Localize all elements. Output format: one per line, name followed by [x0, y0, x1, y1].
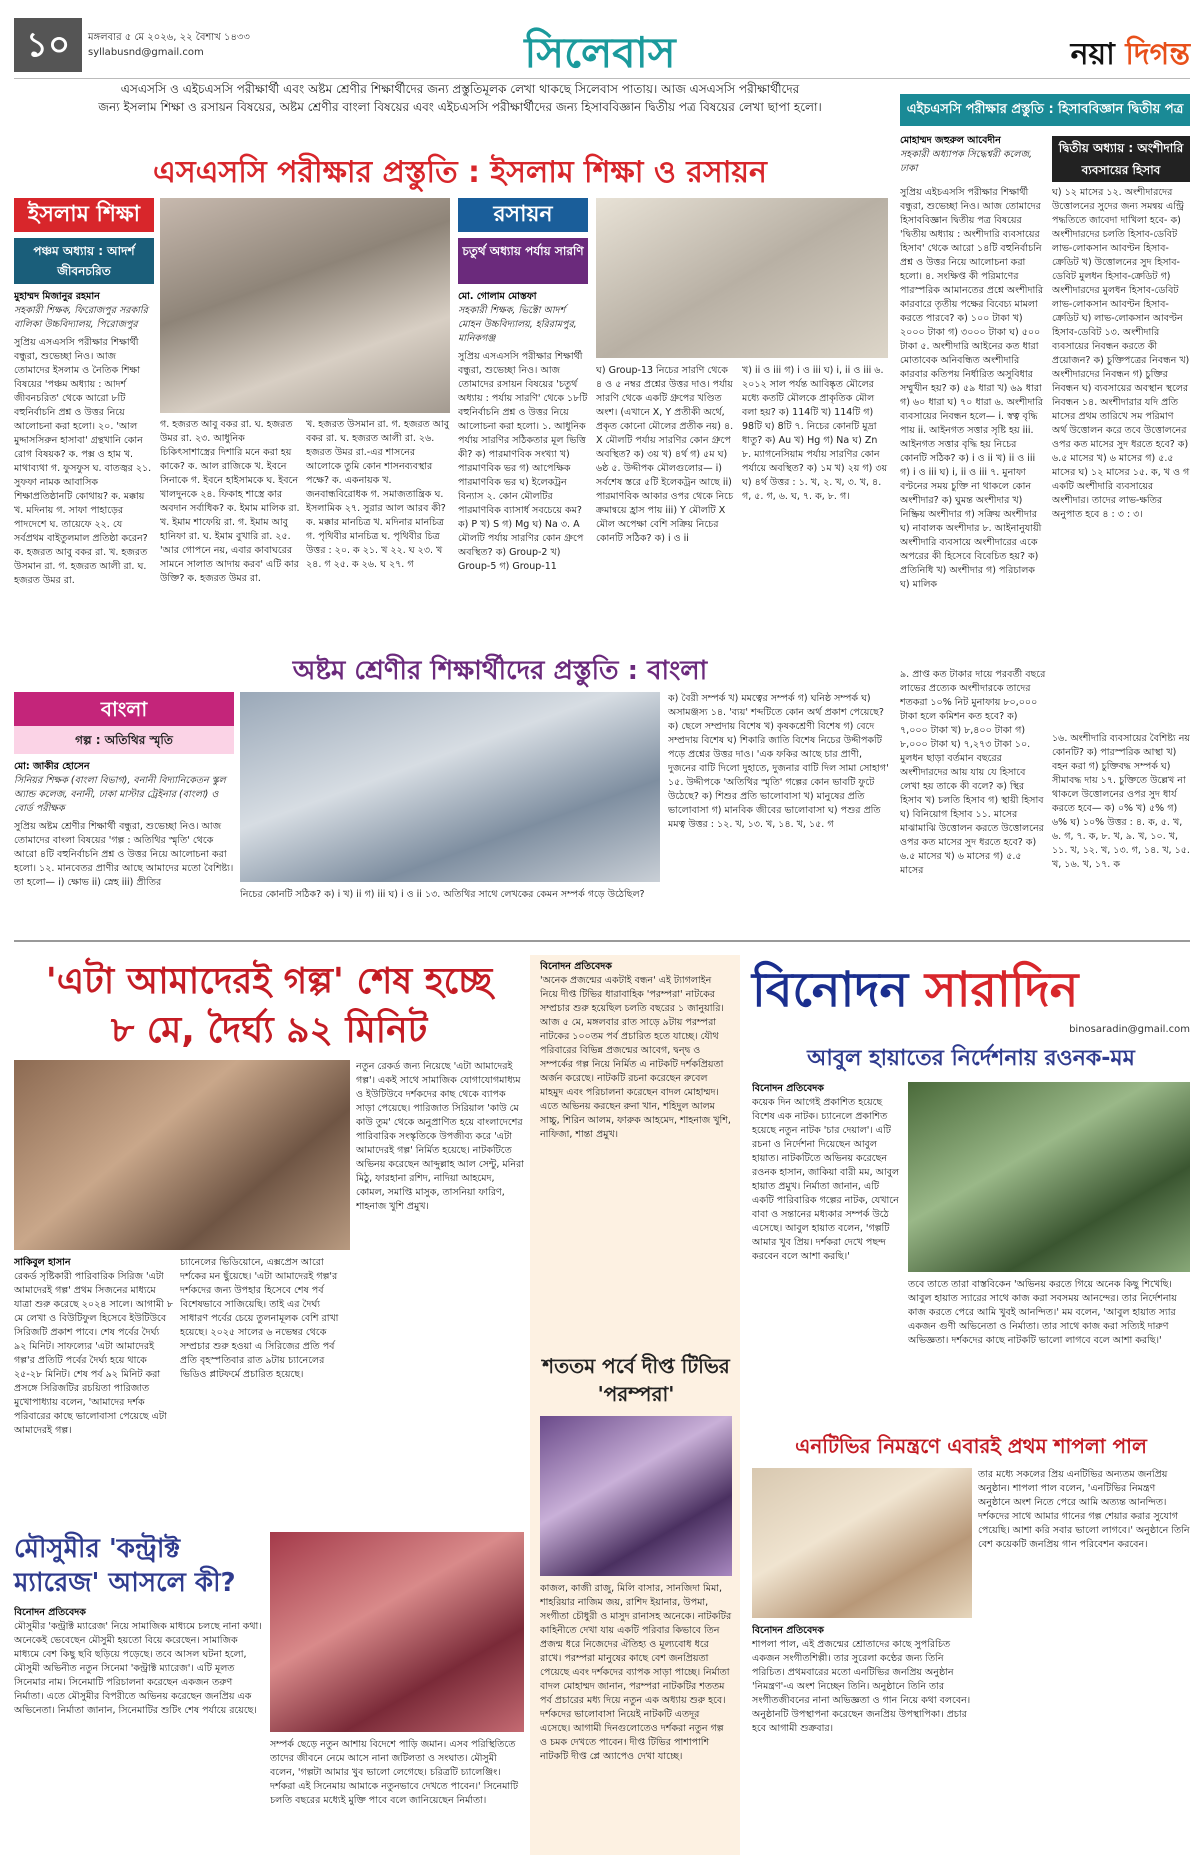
story1-column-2: তবে তাতে তারা বাস্তবিকেন 'অভিনয় করতে গিয়ে অনেক কিছু শিখেছি। আবুল হায়াত স্যারের সাথে কাজ করা সবসময় আনন্দের। তার নির্দেশনায় কাজ করতে পেরে আমি খুবই আনন্দিত।' মম বলেন, 'আবুল হায়াত স্যার একজন গুণী অভিনেতা ও নির্মাতা। তার সাথে কাজ করা সত্যিই দারুণ অভিজ্ঞতা। দর্শকদের কাছে নাটকটি ভালো লাগবে বলে আশা করছি।'	[908, 1279, 1177, 1346]
student-writing-photo	[596, 198, 888, 358]
class8-column-1	[14, 760, 234, 930]
chem-column-2: ঘ) Group-13 নিচের সারণি থেকে ৪ ও ৫ নম্বর প্রশ্নের উত্তর দাও। পর্যায় সারণি থেকে একটি গ্রুপের খণ্ডিত অংশ। (এখানে X, Y প্রতীকী অর্থে, প্রকৃত কোনো মৌলের প্রতীক নয়) ৪. X মৌলটি পর্যায় সারণির কোন গ্রুপে অবস্থিত? ক) ৩য় খ) ৪র্থ গ) ৫ম ঘ) ৬ষ্ঠ ৫. উদ্দীপক মৌলগুলোর— i) সর্বশেষ স্তরে ৫টি ইলেকট্রন আছে ii) পারমাণবিক আকার ওপর থেকে নিচে ক্রমান্বয়ে হ্রাস পায় iii) Y মৌলটি X মৌল অপেক্ষা বেশি সক্রিয় নিচের কোনটি সঠিক? ক) i ও ii	[596, 365, 734, 544]
chem-author: মো. গোলাম মোস্তফা	[458, 291, 537, 302]
chem-column-1	[458, 290, 588, 638]
story1-headline: আবুল হায়াতের নির্দেশনায় রওনক-মম	[807, 1046, 1135, 1071]
section-divider	[14, 940, 1190, 942]
islam-column-2: গ. হজরত আবু বকর রা. ঘ. হজরত উমর রা. ২৩. আধুনিক চিকিৎসাশাস্ত্রের দিশারি মনে করা হয় কাকে? ক. আল রাজিকে খ. ইবনে সিনাকে গ. ইবনে হাইসামকে ঘ. ইবনে খালদুনকে ২৪. ফিকাহ শাস্ত্রে কার অবদান সর্বাধিক? ক. ইমাম মালিক রা. খ. ইমাম শাফেয়ি রা. গ. ইমাম আবু হানিফা রা. ঘ. ইমাম বুখারি রা. ২৫. 'আর গোপনে নয়, এবার কাবাঘরের সামনে সালাত আদায় করব' এটি কার উক্তি? ক. হজরত উমর রা.	[160, 419, 300, 584]
film-scene-photo	[14, 1060, 350, 1250]
class8-text: সুপ্রিয় অষ্টম শ্রেণীর শিক্ষার্থী বন্ধুরা, শুভেচ্ছা নিও। আজ তোমাদের বাংলা বিষয়ের 'গল্প : অতিথির স্মৃতি' থেকে আরো ৪টি বহুনির্বাচনি প্রশ্ন ও উত্তর নিয়ে আলোচনা করা হলো। ১২. মানবেতর প্রাণীর আছে আমাদের মতো বৈশিষ্ট্য। তা হলো— i) ক্ষোভ ii) স্নেহ iii) প্রীতির	[14, 821, 234, 888]
hsc-chapter: দ্বিতীয় অধ্যায় : অংশীদারি ব্যবসায়ের হিসাব	[1052, 136, 1190, 182]
binodon-title	[752, 960, 1190, 1020]
story2-text: শাপলা পাল, এই প্রজন্মের শ্রোতাদের কাছে সুপরিচিত একজন সংগীতশিল্পী। তার সুরেলা কণ্ঠের জন্য তিনি পরিচিত। প্রথমবারের মতো এনটিভির জনপ্রিয় অনুষ্ঠান 'নিমন্ত্রণ'-এ অংশ নিচ্ছেন তিনি। অনুষ্ঠানে তিনি তার সংগীতজীবনের নানা অভিজ্ঞতা ও গান নিয়ে কথা বলবেন। অনুষ্ঠানটি উপস্থাপনা করেছেন জনপ্রিয় উপস্থাপিকা। প্রচার হবে আগামী শুক্রবার।	[752, 1639, 971, 1734]
hsc-author-block	[900, 134, 1046, 184]
film-headline-1: 'এটা আমাদেরই গল্প' শেষ হচ্ছে	[45, 961, 493, 1002]
class8-chapter: গল্প : অতিথির স্মৃতি	[14, 726, 234, 754]
moushumi-photo	[270, 1532, 524, 1732]
story2-byline: বিনোদন প্রতিবেদক	[752, 1625, 824, 1636]
islam-author-desc: সহকারী শিক্ষক, ফিরোজপুর সরকারি বালিকা উচ্চবিদ্যালয়, পিরোজপুর	[14, 305, 148, 330]
binodon-email: binosaradin@gmail.com	[1069, 1024, 1190, 1035]
class8-label: বাংলা	[14, 692, 234, 726]
paper-name-a: নয়া	[1070, 37, 1126, 72]
story2-headline: এনটিভির নিমন্ত্রণে এবারই প্রথম শাপলা পাল	[795, 1434, 1147, 1458]
binodon-title-a: বিনোদন	[752, 962, 925, 1018]
class8-column-3: ক) বৈরী সম্পর্ক খ) মমত্বের সম্পর্ক গ) ঘনিষ্ঠ সম্পর্ক ঘ) অসামঞ্জস্য ১৪. 'ব্যয়' শব্দটিতে কোন অর্থ প্রকাশ পেয়েছে? ক) ছেলে সম্প্রদায় বিশেষ খ) কৃষকশ্রেণী বিশেষ গ) বেদে সম্প্রদায় বিশেষ ঘ) শিকারি জাতি বিশেষ নিচের উদ্দীপকটি পড়ে প্রশ্নের উত্তর দাও। 'এক ফকির আছে চার প্রাণী, দুজনের বাটি দিলো দুহাতে, দুজনার বাটি দিল সামা সোহাগ' ১৫. উদ্দীপকে 'অতিথির স্মৃতি' গল্পের কোন ভাবটি ফুটে উঠেছে? ক) শিশুর প্রতি ভালোবাসা খ) মানুষের প্রতি ভালোবাসা গ) মানবিক জীবের ভালোবাসা ঘ) পশুর প্রতি মমত্ব উত্তর : ১২. খ, ১৩. খ, ১৪. খ, ১৫. গ	[668, 693, 889, 830]
class8-heading: অষ্টম শ্রেণীর শিক্ষার্থীদের প্রস্তুতি : বাংলা	[292, 656, 708, 686]
story2-column-2: তার মধ্যে সকলের প্রিয় এনটিভির অন্যতম জনপ্রিয় অনুষ্ঠান। শাপলা পাল বলেন, 'এনটিভির নিমন্ত্রণ অনুষ্ঠানে অংশ নিতে পেরে আমি অত্যন্ত আনন্দিত। দর্শকদের সাথে আমার গানের গল্প শেয়ার করার সুযোগ পেয়েছি। আশা করি সবার ভালো লাগবে।' অনুষ্ঠানে তিনি বেশ কয়েকটি জনপ্রিয় গান পরিবেশন করবেন।	[978, 1469, 1190, 1550]
hsc-column-4: ১৬. অংশীদারি ব্যবসায়ের বৈশিষ্ট্য নয় কোনটি? ক) পারস্পরিক আস্থা খ) বহন করা গ) চুক্তিবদ্ধ সম্পর্ক ঘ) সীমাবদ্ধ দায় ১৭. চুক্তিতে উল্লেখ না থাকলে উত্তোলনের ওপর সুদ ধার্য করতে হবে— ক) ০% খ) ৫% গ) ৬% ঘ) ১০% উত্তর : ৪. ক, ৫. খ, ৬. গ, ৭. ক, ৮. খ, ৯. খ, ১০. খ, ১১. খ, ১২. খ, ১৩. গ, ১৪. খ, ১৫. খ, ১৬. খ, ১৭. ক	[1052, 733, 1190, 870]
film-column-1	[14, 1256, 174, 1526]
islam-column-3: খ. হজরত উসমান রা. গ. হজরত আবু বকর রা. ঘ. হজরত আলী রা. ২৬. হজরত উমর রা.-এর শাসনের আলোকে তুমি কোন শাসনব্যবস্থার পক্ষে? ক. একনায়ক খ. জনবান্ধবিরোধক গ. সমাজতান্ত্রিক ঘ. ইসলামিক ২৭. সুরার আল আরব কী? ক. মক্কার মানচিত্র খ. মদিনার মানচিত্র গ. পৃথিবীর মানচিত্র ঘ. পৃথিবীর চিত্র উত্তর : ২০. ক ২১. খ ২২. ঘ ২৩. খ ২৪. গ ২৫. ক ২৬. ঘ ২৭. গ	[306, 419, 450, 570]
islam-label: ইসলাম শিক্ষা	[14, 198, 154, 232]
section-title: সিলেবাস	[524, 28, 676, 77]
moushumi-byline: বিনোদন প্রতিবেদক	[14, 1607, 86, 1618]
film-column-3: নতুন রেকর্ড জন্য নিয়েছে 'এটা আমাদেরই গল্প'। একই সাথে সামাজিক যোগাযোগমাধ্যম ও ইউটিউবে দর্শকদের কাছ থেকে ব্যাপক সাড়া পেয়েছে। পারিজাত সিরিয়াল 'কাউ মে কাউ তুম' থেকে অনুপ্রাণিত হয়ে বাংলাদেশের পারিবারিক সংস্কৃতিকে উপজীব্য করে 'এটা আমাদেরই গল্প' নির্মিত হয়েছে। নাটকটিতে অভিনয় করেছেন আব্দুল্লাহ আল সেন্টু, মনিরা মিঠু, ফারহানা রশিদ, নাদিয়া আহমেদ, কোমল, সমাপ্তি মাসুক, তাসনিয়া ফারিণ, শাহনাজ খুশি প্রমুখ।	[356, 1061, 524, 1212]
chem-column-3: খ) ii ও iii গ) i ও iii ঘ) i, ii ও iii ৬. ২০১২ সাল পর্যন্ত আবিষ্কৃত মৌলের মধ্যে কতটি মৌলকে প্রাকৃতিক মৌল বলা হয়? ক) 114টি খ) 114টি গ) 98টি ঘ) 8টি ৭. নিচের কোনটি মুদ্রা ধাতু? ক) Au খ) Hg গ) Na ঘ) Zn ৮. ম্যাগনেসিয়াম পর্যায় সারণির কোন পর্যায়ে অবস্থিত? ক) ১ম খ) ২য় গ) ৩য় ঘ) ৪র্থ উত্তর : ১. খ, ২. খ, ৩. খ, ৪. গ, ৫. গ, ৬. ঘ, ৭. ক, ৮. গ।	[742, 365, 888, 502]
islam-chapter: পঞ্চম অধ্যায় : আদর্শ জীবনচরিত	[14, 238, 154, 284]
section-email: syllabusnd@gmail.com	[88, 47, 204, 58]
binodon-title-b: সারাদিন	[924, 962, 1079, 1018]
film-headline-2: ৮ মে, দৈর্ঘ্য ৯২ মিনিট	[110, 1010, 428, 1051]
paper-name-b: দিগন্ত	[1125, 37, 1190, 72]
shapla-pal-photo	[752, 1468, 972, 1618]
moushumi-text: মৌসুমীর 'কন্ট্রাক্ট ম্যারেজ' নিয়ে সামাজিক মাধ্যমে চলছে নানা কথা। অনেকেই ভেবেছেন মৌসুমী হয়তো বিয়ে করেছেন। সামাজিক মাধ্যমে বেশ কিছু ছবি ছড়িয়ে পড়েছে। তবে আসল ঘটনা হলো, মৌসুমী অভিনীত নতুন সিনেমা 'কন্ট্রাক্ট ম্যারেজ'। এটি মূলত সিনেমার নাম। সিনেমাটি পরিচালনা করেছেন একজন তরুণ নির্মাতা। এতে মৌসুমীর বিপরীতে অভিনয় করেছেন জনপ্রিয় এক অভিনেতা। নির্মাতা জানান, সিনেমাটির শুটিং শেষ পর্যায়ে রয়েছে।	[14, 1621, 262, 1716]
chem-label: রসায়ন	[458, 198, 588, 232]
hsc-author: মোহাম্মদ জহুরুল আবেদীন	[900, 135, 1001, 146]
issue-date: মঙ্গলবার ৫ মে ২০২৬, ২২ বৈশাখ ১৪৩৩	[88, 32, 250, 43]
story1-photo	[908, 1082, 1190, 1272]
newspaper-logo	[1000, 30, 1190, 81]
paramparar-byline: বিনোদন প্রতিবেদক	[540, 961, 612, 972]
hsc-column-3: ঘ) ১২ মাসের ১২. অংশীদারদের উত্তোলনের সুদের জন্য সমন্বয় এন্ট্রি পদ্ধতিতে জাবেদা দাখিলা হবে- ক) অংশীদারদের চলতি হিসাব-ডেবিট লাভ-লোকসান আবণ্টন হিসাব-ক্রেডিট খ) উত্তোলনের সুদ হিসাব-ডেবিট মুলধন হিসাব-ক্রেডিট গ) অংশীদারদের মুলধন হিসাব-ডেবিট লাভ-লোকসান আবণ্টন হিসাব-ক্রেডিট ঘ) লাভ-লোকসান আবণ্টন হিসাব-ডেবিট ১৩. অংশীদারি ব্যবসায়ের নিবন্ধন করতে কী প্রয়োজন? ক) চুক্তিপত্রের নিবন্ধন খ) অংশীদারদের নিবন্ধন গ) চুক্তির নিবন্ধন ঘ) ব্যবসায়ের অবস্থান স্থলের নিবন্ধন ১৪. অংশীদারার যদি প্রতি মাসের প্রথম তারিখে সম পরিমাণ অর্থ উত্তোলন করে তবে উত্তোলনের ওপর কত মাসের সুদ ধরতে হবে? ক) ৬.৫ মাসের খ) ৬ মাসের গ) ৫.৫ মাসের ঘ) ১২ মাসের ১৫. ক, খ ও গ একটি অংশীদারি ব্যবসায়ের অংশীদার। তাদের লাভ-ক্ষতির অনুপাত হবে ৪ : ৩ : ৩।	[1052, 187, 1190, 520]
hsc-column-1: সুপ্রিয় এইচএসসি পরীক্ষার শিক্ষার্থী বন্ধুরা, শুভেচ্ছা নিও। আজ তোমাদের হিসাববিজ্ঞান দ্বিতীয় পত্র বিষয়ের 'দ্বিতীয় অধ্যায় : অংশীদারি ব্যবসায়ের হিসাব' থেকে আরো ১৪টি বহুনির্বাচনি প্রশ্ন ও উত্তর নিয়ে আলোচনা করা হলো। ৪. সংক্ষিপ্ত কী পরিমাণের পারস্পরিক আমানতের প্রশ্নে অংশীদারি কারবারে তৃতীয় পক্ষের বিবেচ্য মামলা করতে পারবে? ক) ১০০ টাকা খ) ২০০০ টাকা গ) ৩০০০ টাকা ঘ) ৫০০ টাকা ৫. অংশীদারি আইনের কত ধারা মোতাবেক অনিবন্ধিত অংশীদারি কারবার কতিপয় নির্ধারিত অসুবিধার সম্মুখীন হয়? ক) ৫৯ ধারা খ) ৬৯ ধারা গ) ৬০ ধারা ঘ) ৭০ ধারা ৬. অংশীদারি ব্যবসায়ের নিবন্ধন হলে— i. স্বত্ব বৃদ্ধি পায় ii. আইনগত সত্তার সৃষ্টি হয় iii. আইনগত সত্তার বৃদ্ধি হয় নিচের কোনটি সঠিক? ক) i ও ii খ) ii ও iii গ) i ও iii ঘ) i, ii ও iii ৭. মুনাফা বণ্টনের সময় চুক্তি না থাকলে কোন অংশীদার? ক) ঘুমন্ত অংশীদার খ) নিষ্ক্রিয় অংশীদার গ) সক্রিয় অংশীদার ঘ) নাবালক অংশীদার ৮. আইনানুযায়ী অংশীদারি ব্যবসায়ে অংশীদারের একে অপরের কী হিসেবে বিবেচিত হয়? ক) প্রতিনিধি খ) অংশীদার গ) পরিচালক ঘ) মালিক	[900, 187, 1044, 590]
page-number: ১০	[14, 18, 82, 72]
paramparar-body: কাজল, কাজী রাজু, মিলি বাসার, সানজিদা মিমা, শাহরিয়ার নাজিম জয়, রাশিদ ইয়ানার, উপমা, সংগীতা চৌধুরী ও মাসুদ রানাসহ অনেকে। নাটকটির কাহিনীতে দেখা যায় একটি পরিবার কিভাবে তিন প্রজন্ম ধরে নিজেদের ঐতিহ্য ও মূল্যবোধ ধরে রাখে। পরম্পরা মানুষের কাছে বেশ জনপ্রিয়তা পেয়েছে এবং দর্শকদের ব্যাপক সাড়া পাচ্ছে। নির্মাতা বাদল মোহাম্মদ জানান, পরম্পরা নাটকটির শততম পর্ব প্রচারের মধ্য দিয়ে নতুন এক অধ্যায় শুরু হবে। দর্শকদের ভালোবাসা নিয়েই নাটকটি এতদূর এসেছে। আগামী দিনগুলোতেও দর্শকরা নতুন গল্প ও চমক দেখতে পাবেন। দীপ্ত টিভির পাশাপাশি নাটকটি দীপ্ত প্লে অ্যাপেও দেখা যাচ্ছে।	[540, 1583, 732, 1762]
moushumi-headline: মৌসুমীর 'কন্ট্রাক্ট ম্যারেজ' আসলে কী?	[14, 1534, 236, 1598]
class8-author-desc: সিনিয়র শিক্ষক (বাংলা বিভাগ), বনানী বিদ্যানিকেতন স্কুল অ্যান্ড কলেজ, বনানী, ঢাকা মাস্টার ট্রেইনার (বাংলা) ও বোর্ড পরীক্ষক	[14, 775, 226, 814]
moushumi-column-2: সম্পর্ক ছেড়ে নতুন আশায় বিদেশে পাড়ি জমান। এসব পরিস্থিতিতে তাদের জীবনে নেমে আসে নানা জটিলতা ও সংঘাত। মৌসুমী বলেন, 'গল্পটা আমার খুব ভালো লেগেছে। চরিত্রটি চ্যালেঞ্জিং। দর্শকরা এই সিনেমায় আমাকে নতুনভাবে দেখতে পাবেন।' সিনেমাটি চলতি বছরের মধ্যেই মুক্তি পাবে বলে জানিয়েছেন নির্মাতা।	[270, 1739, 519, 1806]
paramparar-intro-text: 'অনেক প্রজন্মের একটাই বন্ধন' এই ট্যাগলাইন নিয়ে দীপ্ত টিভির ধারাবাহিক 'পরম্পরা' নাটকের সম্প্রচার শুরু হয়েছিল চলতি বছরের ১ জানুয়ারি। আজ ৫ মে, মঙ্গলবার রাত সাড়ে ৯টায় পরম্পরা নাটকের ১০০তম পর্ব প্রচারিত হতে যাচ্ছে। যৌথ পরিবারের বিভিন্ন প্রজন্মের আবেগ, দ্বন্দ্ব ও সম্পর্কের গল্প নিয়ে নির্মিত এ নাটকটি দর্শকপ্রিয়তা অর্জন করেছে। নাটকটি রচনা করেছেন রুবেল মাহমুদ এবং পরিচালনা করেছেন বাদল মোহাম্মদ। এতে অভিনয় করছেন রুনা খান, শহিদুল আলম সাচ্চু, শিরিন আলম, ফারুক আহমেদ, শাহনাজ খুশি, নাফিজা, শান্তা প্রমুখ।	[540, 975, 731, 1140]
film-col1-text: রেকর্ড সৃষ্টিকারী পারিবারিক সিরিজ 'এটা আমাদেরই গল্প' প্রথম সিজনের মাধ্যমে যাত্রা শুরু করেছে ২০২৪ সালে। আগামী ৮ মে লেখা ও বিউটিফুল হিসেবে ইউটিউবে সিরিজটি প্রকাশ পাবে। শেষ পর্বের দৈর্ঘ্য ৯২ মিনিট। সাফল্যের 'এটা আমাদেরই গল্প'র প্রতিটি পর্বের দৈর্ঘ্য হয়ে থাকে ২৫-২৮ মিনিট। শেষ পর্ব ৯২ মিনিট করা প্রসঙ্গে সিরিজটির রচয়িতা পারিজাত মুখোপাধ্যায় বলেন, 'আমাদের দর্শক পরিবারের কাছে ভালোবাসা পেয়েছে এটা আমাদেরই গল্প।	[14, 1271, 174, 1436]
dateline	[88, 30, 250, 60]
islam-text: সুপ্রিয় এসএসসি পরীক্ষার শিক্ষার্থী বন্ধুরা, শুভেচ্ছা নিও। আজ তোমাদের ইসলাম ও নৈতিক শিক্ষা বিষয়ের 'পঞ্চম অধ্যায় : আদর্শ জীবনচরিত' থেকে আরো ৮টি বহুনির্বাচনি প্রশ্ন ও উত্তর নিয়ে আলোচনা করা হলো। ২০. 'আল মুদ্দাসসিরুন হাসাবা' গ্রন্থখানি কোন রোগ বিষয়ক? ক. পক্স ও হাম খ. মাথাব্যথা গ. ফুসফুস ঘ. বাতজ্বর ২১. সুফফা নামক আবাসিক শিক্ষাপ্রতিষ্ঠানটি কোথায়? ক. মক্কায় খ. মদিনায় গ. সাফা পাহাড়ের পাদদেশে ঘ. তায়েফে ২২. যে সর্বপ্রথম বাইতুলমাল প্রতিষ্ঠা করেন? ক. হজরত আবু বকর রা. খ. হজরত উসমান রা. গ. হজরত আলী রা. ঘ. হজরত উমর রা.	[14, 337, 152, 586]
moushumi-column-1	[14, 1606, 264, 1860]
film-column-2: চ্যানেলের ভিডিয়োনে, এক্সপ্রেস আরো দর্শকের মন ছুঁয়েছে। 'এটা আমাদেরই গল্প'র দর্শকদের জন্য উপহার হিসেবে শেষ পর্ব বিশেষভাবে সাজিয়েছি। তাই এর দৈর্ঘ্য সাধারণ পর্বের চেয়ে তুলনামূলক বেশি রাখা হয়েছে। ২০২৫ সালের ৬ নভেম্বর থেকে সম্প্রচার শুরু হওয়া এ সিরিজের প্রতি পর্ব প্রতি বৃহস্পতিবার রাত ৯টায় চ্যানেলের ভিডিও প্লাটফর্মে প্রচারিত হয়েছে।	[180, 1257, 339, 1380]
ssc-heading: এসএসসি পরীক্ষার প্রস্তুতি : ইসলাম শিক্ষা ও রসায়ন	[153, 155, 767, 190]
classroom-photo	[240, 692, 660, 882]
story1-column-1	[752, 1082, 902, 1422]
class8-author: মো: জাকীর হোসেন	[14, 761, 90, 772]
story1-byline: বিনোদন প্রতিবেদক	[752, 1083, 824, 1094]
class8-column-2: নিচের কোনটি সঠিক? ক) i খ) ii গ) iii ঘ) i ও ii ১৩. অতিথির সাথে লেখকের কেমন সম্পর্ক গড়ে উঠেছিল?	[240, 889, 645, 900]
story2-column-1	[752, 1624, 972, 1860]
chem-chapter: চতুর্থ অধ্যায় পর্যায় সারণি	[458, 238, 588, 284]
islam-author: মুহাম্মদ মিজানুর রহমান	[14, 291, 100, 302]
intro-text	[20, 80, 900, 116]
paramparar-intro	[540, 960, 732, 1350]
exam-students-photo	[160, 198, 450, 413]
hsc-author-desc: সহকারী অধ্যাপক সিদ্ধেশ্বরী কলেজ, ঢাকা	[900, 149, 1033, 174]
intro-line-2: জন্য ইসলাম শিক্ষা ও রসায়ন বিষয়ের, অষ্টম শ্রেণীর বাংলা বিষয়ের এবং এইচএসসি পরীক্ষার্থীদের জন্য হিসাববিজ্ঞান দ্বিতীয় পত্র বিষয়ের লেখা ছাপা হলো।	[98, 100, 822, 114]
story1-text: কয়েক দিন আগেই প্রকাশিত হয়েছে বিশেষ এক নাটক। চ্যানেলে প্রকাশিত হয়েছে নতুন নাটক 'চার দেয়াল'। এটি রচনা ও নির্দেশনা দিয়েছেন আবুল হায়াত। নাটকটিতে অভিনয় করেছেন রওনক হাসান, জাকিয়া বারী মম, আবুল হায়াত প্রমুখ। নির্মাতা জানান, এটি একটি পারিবারিক গল্পের নাটক, যেখানে বাবা ও সন্তানের মধ্যকার সম্পর্ক উঠে এসেছে। আবুল হায়াত বলেন, 'গল্পটি আমার খুব প্রিয়। দর্শকরা দেখে পছন্দ করবেন বলে আশা করছি।'	[752, 1097, 900, 1262]
header-rule	[14, 78, 1190, 79]
paramparar-photo	[540, 1416, 732, 1576]
paramparar-headline: শততম পর্বে দীপ্ত টিভির 'পরম্পরা'	[542, 1354, 730, 1406]
film-byline: সাকিবুল হাসান	[14, 1257, 71, 1268]
chem-author-desc: সহকারী শিক্ষক, ভিক্টো আদর্শ মোহন উচ্চবিদ্যালয়, হরিরামপুর, মানিকগঞ্জ	[458, 305, 577, 344]
chem-text: সুপ্রিয় এসএসসি পরীক্ষার শিক্ষার্থী বন্ধুরা, শুভেচ্ছা নিও। আজ তোমাদের রসায়ন বিষয়ের 'চতুর্থ অধ্যায় : পর্যায় সারণি' থেকে ১৮টি বহুনির্বাচনি প্রশ্ন ও উত্তর নিয়ে আলোচনা করা হলো। ১. আধুনিক পর্যায় সারণির সঠিকতার মূল ভিত্তি কী? ক) পারমাণবিক সংখ্যা খ) পারমাণবিক ভর গ) আপেক্ষিক পারমাণবিক ভর ঘ) ইলেকট্রন বিন্যাস ২. কোন মৌলটির পারমাণবিক ব্যাসার্ধ সবচেয়ে কম? ক) P খ) S গ) Mg ঘ) Na ৩. A মৌলটি পর্যায় সারণির কোন গ্রুপে অবস্থিত? ক) Group-2 খ) Group-5 গ) Group-11	[458, 351, 588, 572]
hsc-heading: এইচএসসি পরীক্ষার প্রস্তুতি : হিসাববিজ্ঞান দ্বিতীয় পত্র	[900, 94, 1190, 126]
islam-column-1	[14, 290, 154, 638]
intro-line-1: এসএসসি ও এইচএসসি পরীক্ষার্থী এবং অষ্টম শ্রেণীর শিক্ষার্থীদের জন্য প্রস্তুতিমূলক লেখা থাকছে সিলেবাস পাতায়। আজ এসএসসি পরীক্ষার্থীদের	[120, 82, 800, 96]
hsc-column-2: ৯. প্রাপ্ত কত টাকার দায়ে পরবর্তী বছরে লাভের প্রত্যেক অংশীদারকে তাদের শতকরা ১০% নিট মুনাফায় ৮০,০০০ টাকা হলে কমিশন কত হবে? ক) ৭,০০০ টাকা খ) ৮,৪০০ টাকা গ) ৮,০০০ টাকা ঘ) ৭,২৭৩ টাকা ১০. মুলধন ছাড়া বর্তমান বছরের অংশীদারদের আয় যায় যে হিসাবে লেখা হয় তাকে কী বলে? ক) স্থির হিসাব খ) চলতি হিসাব গ) স্থায়ী হিসাব ঘ) বিনিয়োগ হিসাব ১১. মাসের মাঝামাঝি উত্তোলন করতে উত্তোলনের ওপর কত মাসের সুদ ধরতে হবে? ক) ৬.৫ মাসের খ) ৬ মাসের গ) ৫.৫ মাসের	[900, 669, 1046, 876]
